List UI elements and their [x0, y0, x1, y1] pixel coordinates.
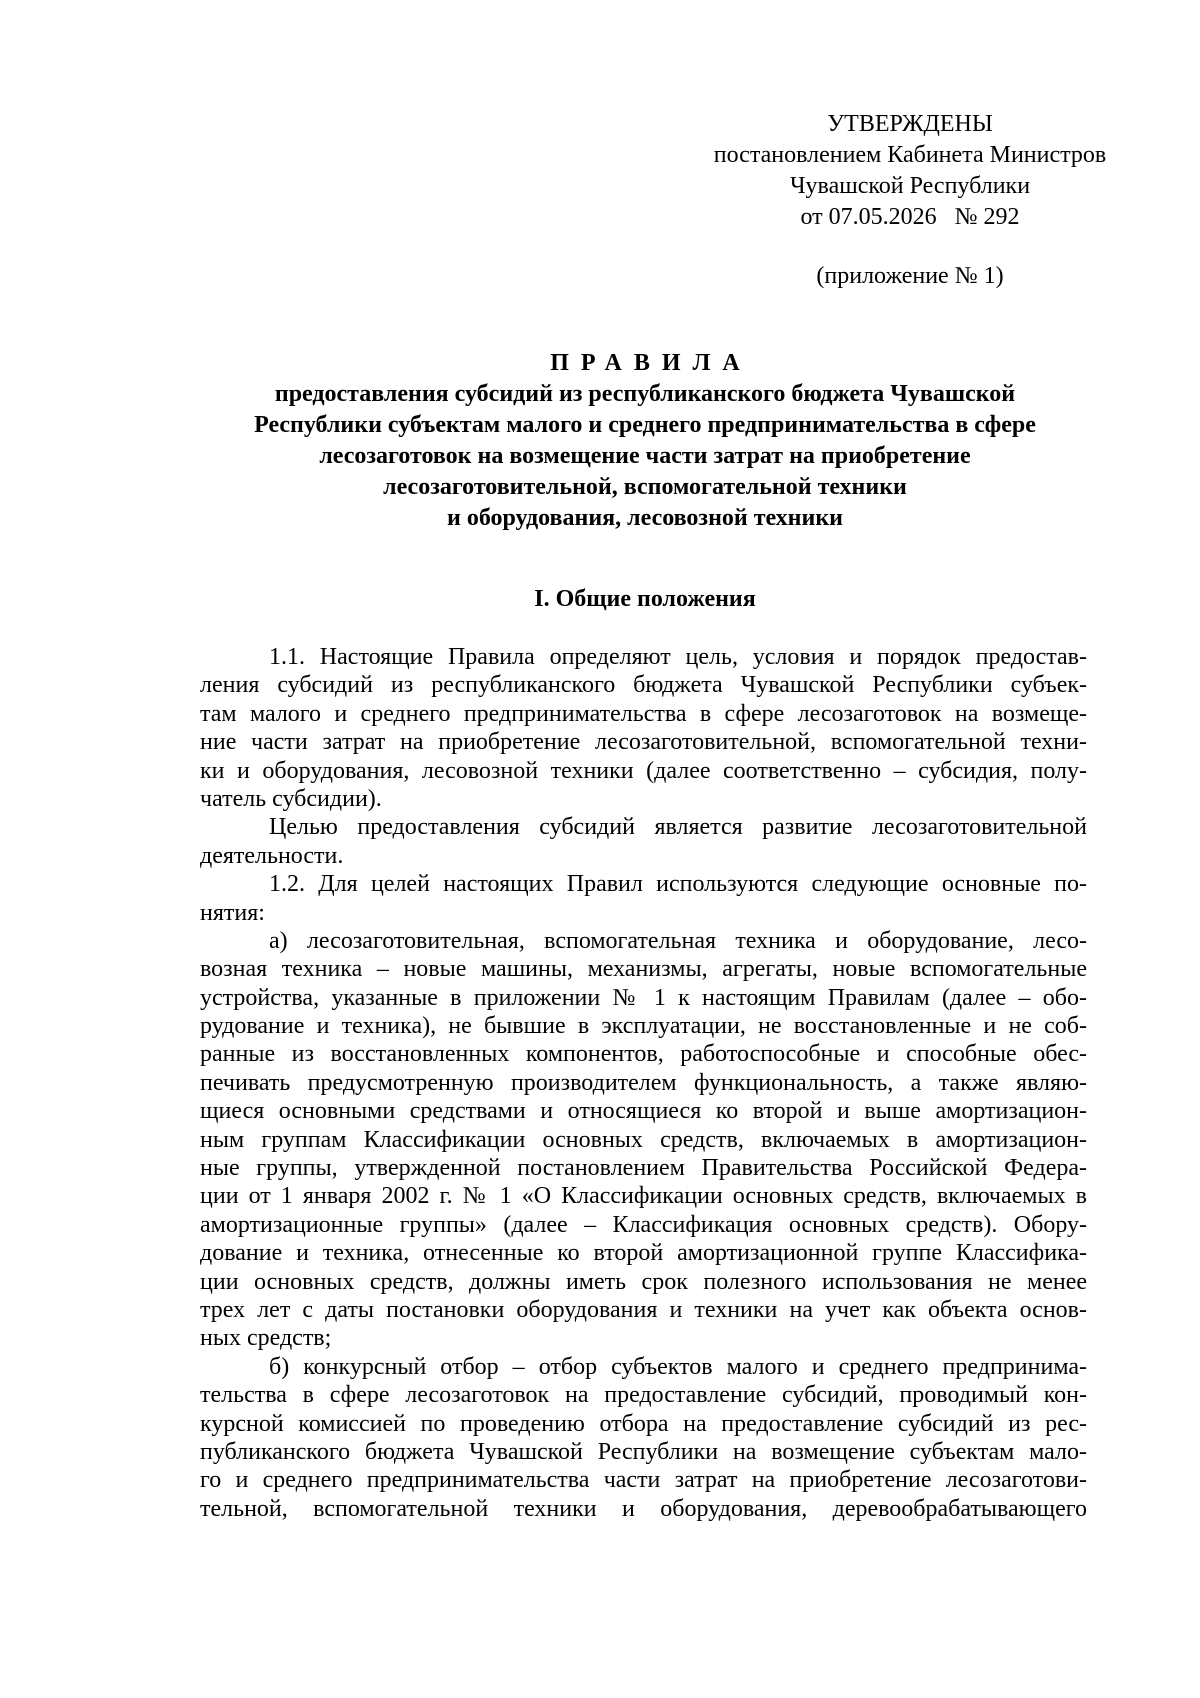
paragraph-line: тельной, вспомогательной техники и оборудования, деревообрабатывающего: [200, 1495, 1087, 1522]
paragraph-line: курсной комиссией по проведению отбора на предоставление субсидий из рес-: [200, 1410, 1087, 1437]
paragraph-line: 1.2. Для целей настоящих Правил используются следующие основные по-: [269, 871, 1087, 898]
paragraph-line: Целью предоставления субсидий является развитие лесозаготовительной: [269, 814, 1087, 841]
title-line: Республики субъектам малого и среднего предпринимательства в сфере: [254, 412, 1036, 438]
paragraph-line: рудование и техника), не бывшие в эксплуатации, не восстановленные и не соб-: [200, 1013, 1087, 1040]
approval-date-number: от 07.05.2026 № 292: [800, 204, 1020, 230]
paragraph-line: ранные из восстановленных компонентов, работоспособные и способные обес-: [200, 1041, 1087, 1068]
paragraph-line: трех лет с даты постановки оборудования и техники на учет как объекта основ-: [200, 1296, 1087, 1323]
document-body: [200, 643, 1087, 1523]
paragraph-line: дование и техника, отнесенные ко второй амортизационной группе Классифика-: [200, 1240, 1087, 1267]
document-title: [200, 348, 1090, 534]
paragraph-line: ции от 1 января 2002 г. № 1 «О Классификации основных средств, включаемых в: [200, 1183, 1087, 1210]
title-line: лесозаготовительной, вспомогательной техники: [383, 474, 907, 500]
approval-issuer: постановлением Кабинета Министров: [713, 142, 1107, 168]
paragraph-line: возная техника – новые машины, механизмы, агрегаты, новые вспомогательные: [200, 956, 1087, 983]
approval-republic: Чувашской Республики: [789, 173, 1031, 199]
section-title: I. Общие положения: [534, 586, 756, 612]
paragraph-line: ления субсидий из республиканского бюджета Чувашской Республики субъек-: [200, 672, 1087, 699]
paragraph-line: 1.1. Настоящие Правила определяют цель, условия и порядок предостав-: [269, 644, 1087, 670]
paragraph-line: щиеся основными средствами и относящиеся ко второй и выше амортизацион-: [200, 1098, 1087, 1125]
paragraph-line: го и среднего предпринимательства части затрат на приобретение лесозаготови-: [200, 1467, 1087, 1494]
paragraph-line: публиканского бюджета Чувашской Республики на возмещение субъектам мало-: [200, 1438, 1087, 1465]
paragraph-line: чатель субсидии).: [200, 785, 382, 812]
paragraph-line: амортизационные группы» (далее – Классификация основных средств). Обору-: [200, 1211, 1087, 1238]
title-line: предоставления субсидий из республиканского бюджета Чувашской: [274, 381, 1016, 407]
paragraph-line: ние части затрат на приобретение лесозаготовительной, вспомогательной техни-: [200, 729, 1087, 756]
paragraph-line: нятия:: [200, 899, 265, 926]
paragraph-line: ки и оборудования, лесовозной техники (далее соответственно – субсидия, полу-: [200, 757, 1087, 784]
paragraph-line: тельства в сфере лесозаготовок на предоставление субсидий, проводимый кон-: [200, 1382, 1087, 1409]
paragraph-line: устройства, указанные в приложении № 1 к настоящим Правилам (далее – обо-: [200, 984, 1087, 1011]
paragraph-line: печивать предусмотренную производителем функциональность, а также являю-: [200, 1069, 1087, 1096]
paragraph-line: ным группам Классификации основных средств, включаемых в амортизацион-: [200, 1126, 1087, 1153]
paragraph-line: ных средств;: [200, 1325, 332, 1352]
title-line: и оборудования, лесовозной техники: [446, 505, 843, 531]
approval-stamp: [690, 109, 1130, 233]
paragraph-line: там малого и среднего предпринимательства в сфере лесозаготовок на возмеще-: [200, 700, 1087, 727]
paragraph-line: ции основных средств, должны иметь срок полезного использования не менее: [200, 1268, 1087, 1295]
paragraph-line: а) лесозаготовительная, вспомогательная техника и оборудование, лесо-: [269, 927, 1087, 954]
approval-title: УТВЕРЖДЕНЫ: [827, 111, 993, 137]
title-heading: ПРАВИЛА: [550, 350, 752, 376]
title-line: лесозаготовок на возмещение части затрат на приобретение: [319, 443, 971, 469]
appendix-label: (приложение № 1): [816, 263, 1004, 289]
paragraph-line: деятельности.: [200, 842, 344, 869]
paragraph-line: ные группы, утвержденной постановлением Правительства Российской Федера-: [200, 1155, 1087, 1182]
paragraph-line: б) конкурсный отбор – отбор субъектов малого и среднего предпринима-: [269, 1353, 1087, 1380]
